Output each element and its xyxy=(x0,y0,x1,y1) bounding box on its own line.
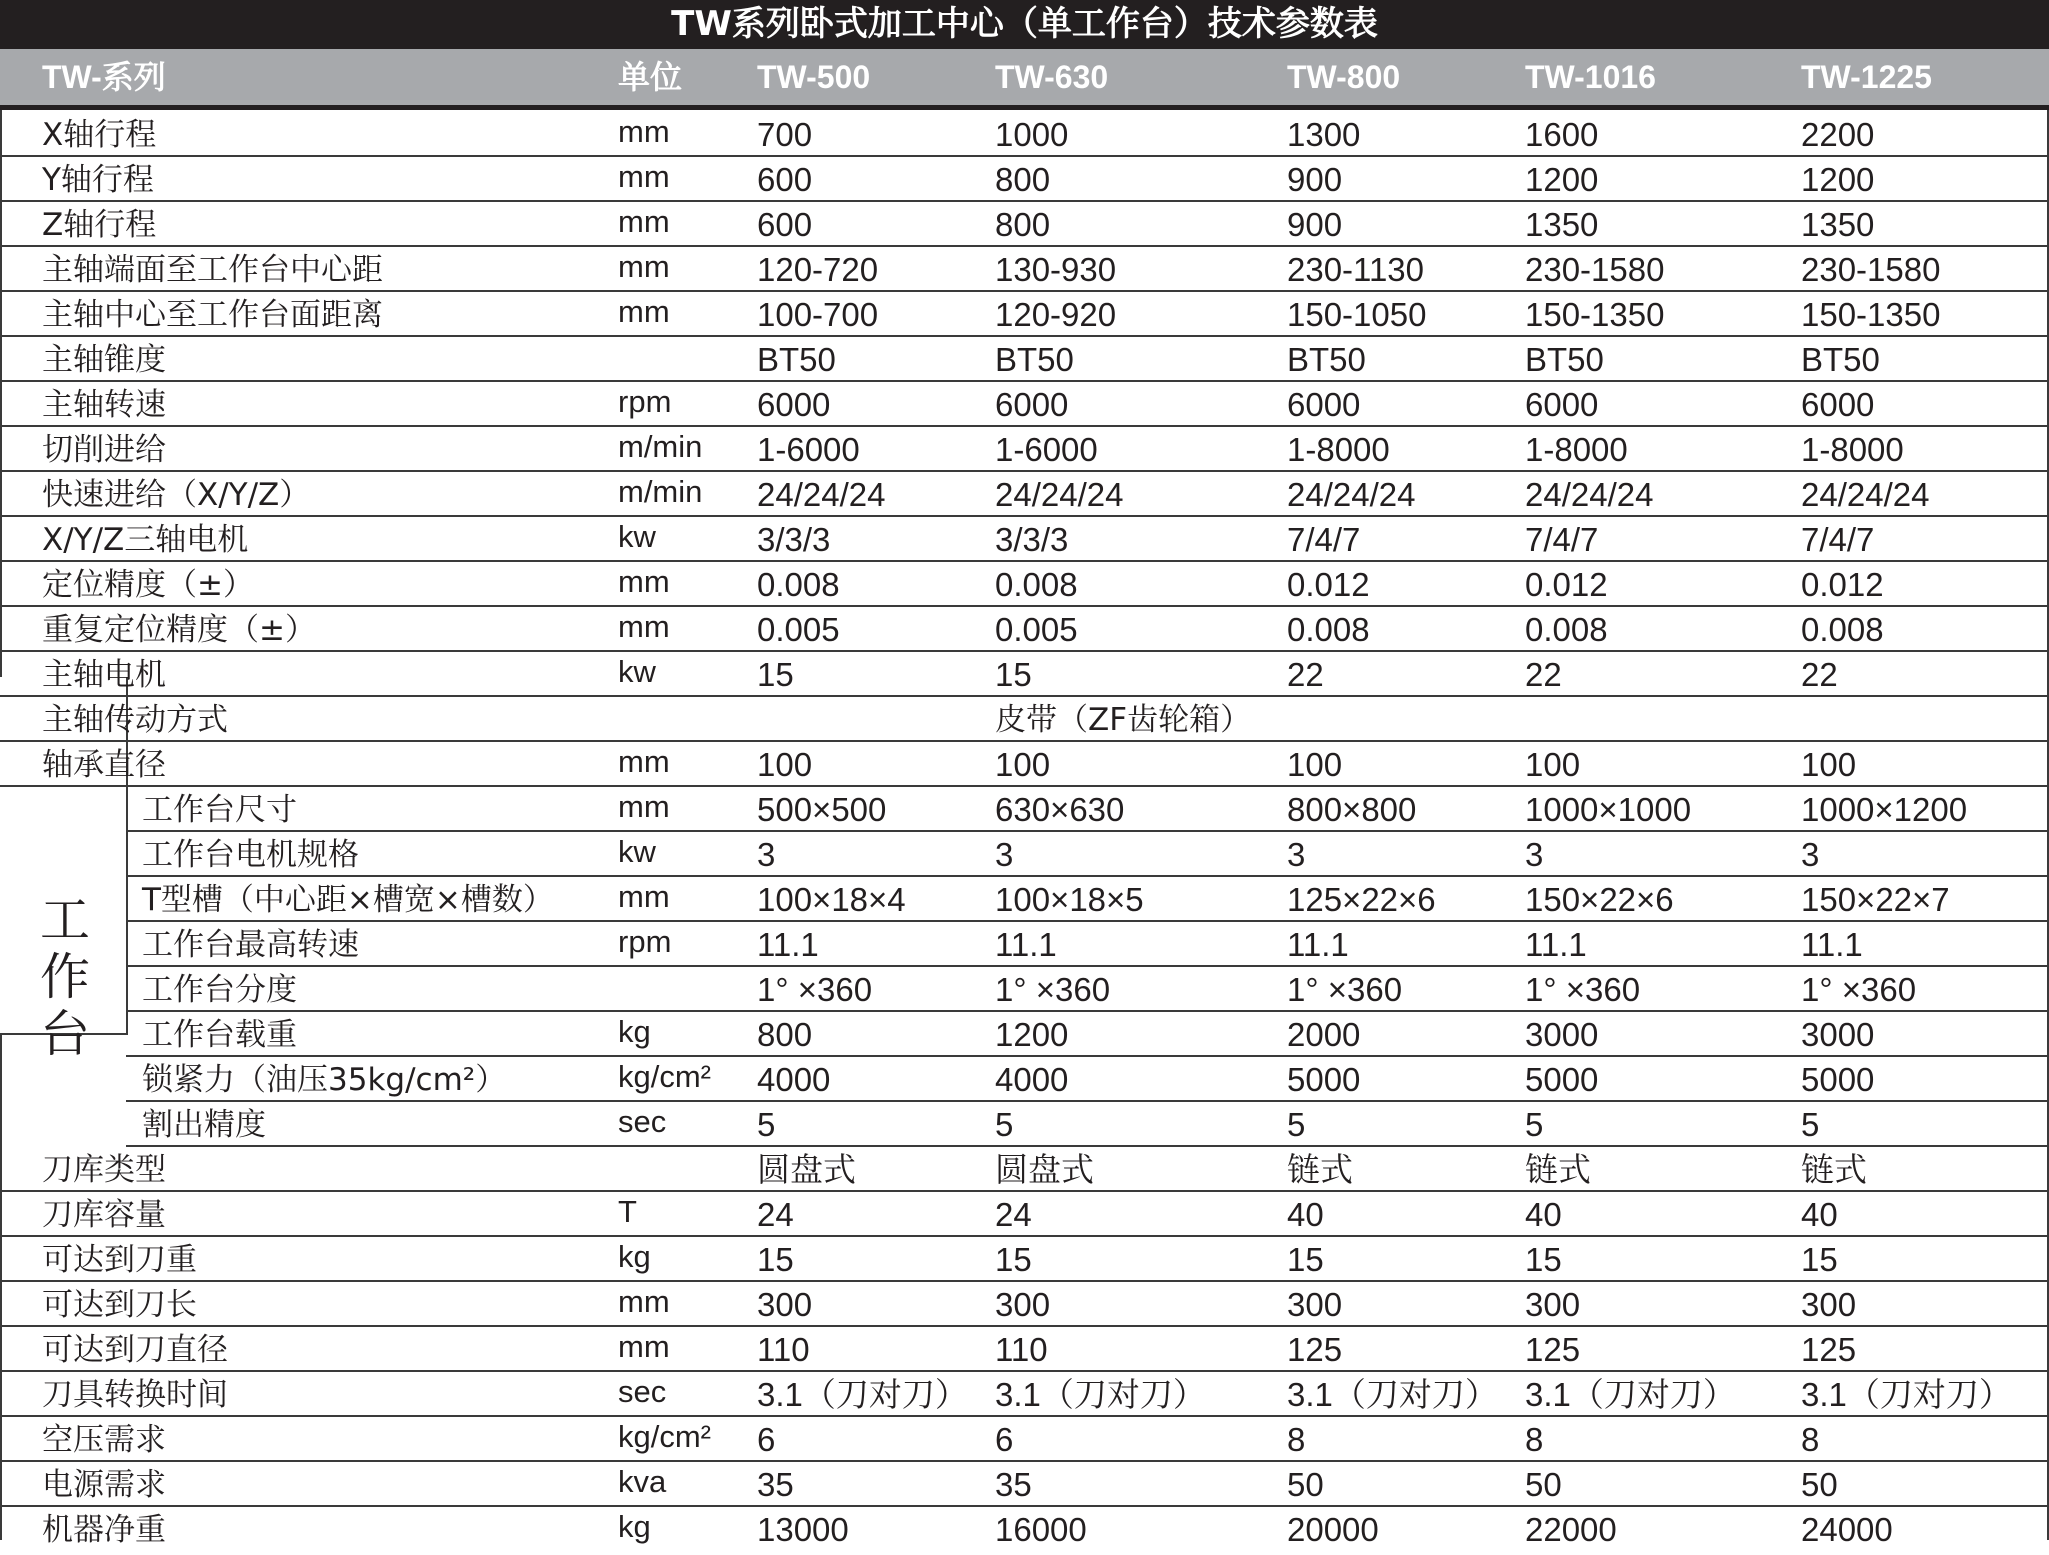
row-value: 5000 xyxy=(1287,1061,1361,1098)
row-value: 链式 xyxy=(1801,1151,1867,1188)
row-value: 6000 xyxy=(1525,386,1599,423)
row-value: 110 xyxy=(995,1331,1048,1368)
table-row xyxy=(0,425,2049,472)
row-unit: T xyxy=(618,1194,637,1229)
row-value: 0.008 xyxy=(995,566,1078,603)
row-value: 22 xyxy=(1525,656,1562,693)
row-unit: m/min xyxy=(618,474,703,509)
row-value: 300 xyxy=(757,1286,813,1323)
row-label: 主轴端面至工作台中心距 xyxy=(42,252,383,288)
row-label: 刀具转换时间 xyxy=(42,1377,228,1413)
row-value: 900 xyxy=(1287,161,1343,198)
row-value: 5000 xyxy=(1525,1061,1599,1098)
row-value: 125 xyxy=(1525,1331,1581,1368)
table-row xyxy=(0,1415,2049,1462)
row-value: 1200 xyxy=(995,1016,1069,1053)
row-value: 50 xyxy=(1525,1466,1562,1503)
table-row xyxy=(0,740,2049,787)
row-value: 50 xyxy=(1287,1466,1324,1503)
row-label: 工作台最高转速 xyxy=(142,927,359,963)
row-value: 35 xyxy=(995,1466,1032,1503)
row-value: 3/3/3 xyxy=(995,521,1069,558)
row-value: 5 xyxy=(757,1106,776,1143)
row-value: 3/3/3 xyxy=(757,521,831,558)
row-value: 7/4/7 xyxy=(1287,521,1361,558)
row-value: 3 xyxy=(995,836,1014,873)
row-unit: kg xyxy=(618,1509,651,1544)
row-unit: kw xyxy=(618,654,656,689)
table-row xyxy=(126,875,2049,922)
table-row xyxy=(0,560,2049,607)
row-label: 重复定位精度（±） xyxy=(42,612,316,648)
row-value: 8 xyxy=(1525,1421,1544,1458)
row-value: 630×630 xyxy=(995,791,1125,828)
row-value: 300 xyxy=(1287,1286,1343,1323)
row-unit: mm xyxy=(618,294,670,329)
row-unit: kg/cm² xyxy=(618,1419,711,1454)
row-unit: mm xyxy=(618,114,670,149)
row-value: 6000 xyxy=(757,386,831,423)
row-value: 15 xyxy=(757,1241,794,1278)
row-value: 1000 xyxy=(995,116,1069,153)
table-row xyxy=(0,200,2049,247)
row-unit: rpm xyxy=(618,384,672,419)
row-value: 500×500 xyxy=(757,791,887,828)
row-unit: mm xyxy=(618,879,670,914)
row-value: 300 xyxy=(1525,1286,1581,1323)
table-row xyxy=(0,155,2049,202)
row-value: 15 xyxy=(995,656,1032,693)
row-value: 300 xyxy=(1801,1286,1857,1323)
row-unit: mm xyxy=(618,1329,670,1364)
row-value: 0.012 xyxy=(1287,566,1370,603)
row-value: 1-6000 xyxy=(995,431,1098,468)
row-value: 35 xyxy=(757,1466,794,1503)
row-value: 7/4/7 xyxy=(1801,521,1875,558)
row-value: 链式 xyxy=(1525,1151,1591,1188)
row-value: 600 xyxy=(757,161,813,198)
table-title: TW系列卧式加工中心（单工作台）技术参数表 xyxy=(0,0,2049,49)
row-label: 机器净重 xyxy=(42,1512,166,1548)
table-row xyxy=(126,920,2049,967)
row-value: 125 xyxy=(1287,1331,1343,1368)
row-unit: mm xyxy=(618,744,670,779)
row-merged-value: 皮带（ZF齿轮箱） xyxy=(995,702,1252,738)
row-value: 3.1（刀对刀） xyxy=(995,1376,1206,1413)
row-value: 0.008 xyxy=(1801,611,1884,648)
row-value: 150-1350 xyxy=(1525,296,1665,333)
row-value: 6000 xyxy=(1287,386,1361,423)
header-model-tw1016: TW-1016 xyxy=(1525,59,1656,95)
row-value: 120-920 xyxy=(995,296,1117,333)
row-value: 150×22×7 xyxy=(1801,881,1950,918)
row-unit: sec xyxy=(618,1104,667,1139)
row-value: 1350 xyxy=(1525,206,1599,243)
row-value: 24/24/24 xyxy=(995,476,1124,513)
row-value: 100 xyxy=(757,746,813,783)
row-value: 6000 xyxy=(1801,386,1875,423)
row-unit: kg/cm² xyxy=(618,1059,711,1094)
row-value: 1° ×360 xyxy=(757,971,873,1008)
row-label: 可达到刀重 xyxy=(42,1242,197,1278)
row-value: 11.1 xyxy=(995,926,1057,963)
row-unit: mm xyxy=(618,789,670,824)
row-value: 0.008 xyxy=(757,566,840,603)
row-label: 主轴传动方式 xyxy=(42,702,228,738)
row-unit: kw xyxy=(618,834,656,869)
row-value: 120-720 xyxy=(757,251,879,288)
row-unit: mm xyxy=(618,249,670,284)
row-label: 锁紧力（油压35kg/cm²） xyxy=(142,1062,507,1098)
row-value: 150-1050 xyxy=(1287,296,1427,333)
row-value: 110 xyxy=(757,1331,810,1368)
row-value: 3 xyxy=(1287,836,1306,873)
table-row xyxy=(0,380,2049,427)
row-label: 轴承直径 xyxy=(42,747,166,783)
row-value: 圆盘式 xyxy=(995,1151,1094,1188)
row-value: 800×800 xyxy=(1287,791,1417,828)
row-value: 1° ×360 xyxy=(1287,971,1403,1008)
row-value: 11.1 xyxy=(757,926,819,963)
row-value: 22 xyxy=(1801,656,1838,693)
row-value: 800 xyxy=(757,1016,813,1053)
row-value: 4000 xyxy=(757,1061,831,1098)
table-row xyxy=(0,1370,2049,1417)
row-value: 100 xyxy=(1287,746,1343,783)
row-label: T型槽（中心距×槽宽×槽数） xyxy=(142,882,554,918)
table-row xyxy=(0,650,2049,697)
row-label: 工作台载重 xyxy=(142,1017,297,1053)
row-value: 24 xyxy=(995,1196,1032,1233)
row-value: 8 xyxy=(1287,1421,1306,1458)
row-value: 5 xyxy=(995,1106,1014,1143)
worktable-group-char: 台 xyxy=(40,1005,90,1063)
table-row xyxy=(0,245,2049,292)
row-value: 24/24/24 xyxy=(757,476,886,513)
row-value: 5 xyxy=(1801,1106,1820,1143)
row-value: 800 xyxy=(995,161,1051,198)
row-unit: m/min xyxy=(618,429,703,464)
row-value: 3.1（刀对刀） xyxy=(757,1376,968,1413)
row-value: 6 xyxy=(995,1421,1014,1458)
row-label: X/Y/Z三轴电机 xyxy=(42,522,249,558)
row-value: 300 xyxy=(995,1286,1051,1323)
table-row xyxy=(0,1460,2049,1507)
row-value: 1° ×360 xyxy=(995,971,1111,1008)
header-model-tw1225: TW-1225 xyxy=(1801,59,1932,95)
table-row xyxy=(0,290,2049,337)
header-model-tw630: TW-630 xyxy=(995,59,1109,95)
row-value: 11.1 xyxy=(1287,926,1349,963)
row-label: 主轴中心至工作台面距离 xyxy=(42,297,383,333)
row-value: 24 xyxy=(757,1196,794,1233)
row-value: 8 xyxy=(1801,1421,1820,1458)
row-value: 0.005 xyxy=(757,611,840,648)
row-value: 700 xyxy=(757,116,813,153)
row-label: 电源需求 xyxy=(42,1467,166,1503)
row-value: 6 xyxy=(757,1421,776,1458)
row-value: 3 xyxy=(757,836,776,873)
row-value: 24/24/24 xyxy=(1525,476,1654,513)
row-value: 50 xyxy=(1801,1466,1838,1503)
row-value: 130-930 xyxy=(995,251,1117,288)
row-value: 15 xyxy=(1287,1241,1324,1278)
worktable-group-char: 工 xyxy=(40,891,90,949)
table-row xyxy=(0,1235,2049,1282)
row-value: 20000 xyxy=(1287,1511,1379,1548)
row-value: 22000 xyxy=(1525,1511,1617,1548)
row-value: 3 xyxy=(1525,836,1544,873)
row-value: 1000×1200 xyxy=(1801,791,1968,828)
row-value: 16000 xyxy=(995,1511,1087,1548)
table-row xyxy=(0,1280,2049,1327)
row-value: 1600 xyxy=(1525,116,1599,153)
row-value: 0.012 xyxy=(1801,566,1884,603)
row-value: 125 xyxy=(1801,1331,1857,1368)
row-value: 15 xyxy=(995,1241,1032,1278)
row-value: 900 xyxy=(1287,206,1343,243)
table-row xyxy=(0,470,2049,517)
row-value: 3000 xyxy=(1801,1016,1875,1053)
row-value: 150×22×6 xyxy=(1525,881,1674,918)
row-value: 100 xyxy=(1801,746,1857,783)
row-value: 5 xyxy=(1287,1106,1306,1143)
row-value: 100×18×4 xyxy=(757,881,906,918)
row-value: 2000 xyxy=(1287,1016,1361,1053)
row-label: 工作台分度 xyxy=(142,972,297,1008)
row-value: 100×18×5 xyxy=(995,881,1144,918)
table-row xyxy=(0,515,2049,562)
row-value: 1000×1000 xyxy=(1525,791,1692,828)
table-row xyxy=(0,1145,2049,1192)
row-value: 3.1（刀对刀） xyxy=(1525,1376,1736,1413)
row-unit: sec xyxy=(618,1374,667,1409)
row-value: BT50 xyxy=(995,341,1074,378)
row-label: 主轴转速 xyxy=(42,387,166,423)
table-row xyxy=(0,335,2049,382)
row-label: 刀库类型 xyxy=(42,1152,166,1188)
row-label: Y轴行程 xyxy=(42,162,154,198)
row-value: 2200 xyxy=(1801,116,1875,153)
table-row xyxy=(0,110,2049,157)
row-value: 1-8000 xyxy=(1525,431,1628,468)
row-value: 600 xyxy=(757,206,813,243)
row-unit: rpm xyxy=(618,924,672,959)
table-row xyxy=(126,785,2049,832)
worktable-group-label xyxy=(40,892,90,1063)
row-value: 230-1580 xyxy=(1801,251,1941,288)
table-row xyxy=(0,1505,2049,1550)
row-value: 40 xyxy=(1801,1196,1838,1233)
row-label: 割出精度 xyxy=(142,1107,266,1143)
row-value: 1° ×360 xyxy=(1525,971,1641,1008)
row-label: 工作台尺寸 xyxy=(142,792,297,828)
row-value: 24/24/24 xyxy=(1801,476,1930,513)
row-label: 快速进给（X/Y/Z） xyxy=(42,477,311,513)
row-value: 5000 xyxy=(1801,1061,1875,1098)
row-value: 0.005 xyxy=(995,611,1078,648)
table-row xyxy=(126,1100,2049,1147)
row-unit: kva xyxy=(618,1464,667,1499)
worktable-group-char: 作 xyxy=(40,948,90,1006)
row-value: 圆盘式 xyxy=(757,1151,856,1188)
row-value: 0.012 xyxy=(1525,566,1608,603)
row-unit: kg xyxy=(618,1239,651,1274)
row-value: BT50 xyxy=(1287,341,1366,378)
row-value: 7/4/7 xyxy=(1525,521,1599,558)
row-label: 可达到刀直径 xyxy=(42,1332,228,1368)
row-label: 主轴锥度 xyxy=(42,342,166,378)
row-value: BT50 xyxy=(1525,341,1604,378)
row-value: 230-1130 xyxy=(1287,251,1425,288)
row-value: 链式 xyxy=(1287,1151,1353,1188)
row-label: 切削进给 xyxy=(42,432,166,468)
header-unit: 单位 xyxy=(618,59,683,95)
row-value: 1200 xyxy=(1801,161,1875,198)
row-unit: mm xyxy=(618,609,670,644)
row-value: 3 xyxy=(1801,836,1820,873)
row-value: 11.1 xyxy=(1525,926,1587,963)
row-value: 1200 xyxy=(1525,161,1599,198)
table-row xyxy=(126,965,2049,1012)
row-value: 100-700 xyxy=(757,296,879,333)
row-unit: kw xyxy=(618,519,656,554)
row-value: 24000 xyxy=(1801,1511,1893,1548)
row-value: 1° ×360 xyxy=(1801,971,1917,1008)
row-value: 100 xyxy=(1525,746,1581,783)
row-label: 主轴电机 xyxy=(42,657,166,693)
table-row xyxy=(0,605,2049,652)
row-value: 11.1 xyxy=(1801,926,1863,963)
row-value: 13000 xyxy=(757,1511,849,1548)
row-unit: mm xyxy=(618,159,670,194)
row-value: 15 xyxy=(1801,1241,1838,1278)
row-value: 0.008 xyxy=(1525,611,1608,648)
row-value: 15 xyxy=(757,656,794,693)
table-row xyxy=(0,1190,2049,1237)
row-value: 3.1（刀对刀） xyxy=(1287,1376,1498,1413)
row-label: Z轴行程 xyxy=(42,207,157,243)
row-value: 1-8000 xyxy=(1801,431,1904,468)
row-value: 1-8000 xyxy=(1287,431,1390,468)
row-value: 800 xyxy=(995,206,1051,243)
row-unit: kg xyxy=(618,1014,651,1049)
row-label: 可达到刀长 xyxy=(42,1287,197,1323)
row-value: 1300 xyxy=(1287,116,1361,153)
row-value: 22 xyxy=(1287,656,1324,693)
row-label: 空压需求 xyxy=(42,1422,166,1458)
row-value: 150-1350 xyxy=(1801,296,1941,333)
row-label: 定位精度（±） xyxy=(42,567,254,603)
table-row xyxy=(0,695,2049,742)
row-value: 1-6000 xyxy=(757,431,860,468)
row-value: 24/24/24 xyxy=(1287,476,1416,513)
header-series: TW-系列 xyxy=(42,59,166,95)
table-row xyxy=(126,1055,2049,1102)
row-value: 40 xyxy=(1287,1196,1324,1233)
header-model-tw800: TW-800 xyxy=(1287,59,1401,95)
table-row xyxy=(126,830,2049,877)
row-value: 4000 xyxy=(995,1061,1069,1098)
row-value: 3000 xyxy=(1525,1016,1599,1053)
row-value: 6000 xyxy=(995,386,1069,423)
row-value: 15 xyxy=(1525,1241,1562,1278)
row-label: 工作台电机规格 xyxy=(142,837,359,873)
row-value: 3.1（刀对刀） xyxy=(1801,1376,2012,1413)
row-unit: mm xyxy=(618,204,670,239)
row-value: 100 xyxy=(995,746,1051,783)
row-label: X轴行程 xyxy=(42,117,157,153)
row-value: 40 xyxy=(1525,1196,1562,1233)
row-label: 刀库容量 xyxy=(42,1197,166,1233)
row-value: 5 xyxy=(1525,1106,1544,1143)
table-row xyxy=(0,1325,2049,1372)
row-unit: mm xyxy=(618,564,670,599)
row-value: 125×22×6 xyxy=(1287,881,1436,918)
header-model-tw500: TW-500 xyxy=(757,59,871,95)
row-value: 230-1580 xyxy=(1525,251,1665,288)
row-value: 0.008 xyxy=(1287,611,1370,648)
row-unit: mm xyxy=(618,1284,670,1319)
row-value: BT50 xyxy=(1801,341,1880,378)
row-value: BT50 xyxy=(757,341,836,378)
table-header xyxy=(0,49,2049,110)
row-value: 1350 xyxy=(1801,206,1875,243)
table-row xyxy=(126,1010,2049,1057)
